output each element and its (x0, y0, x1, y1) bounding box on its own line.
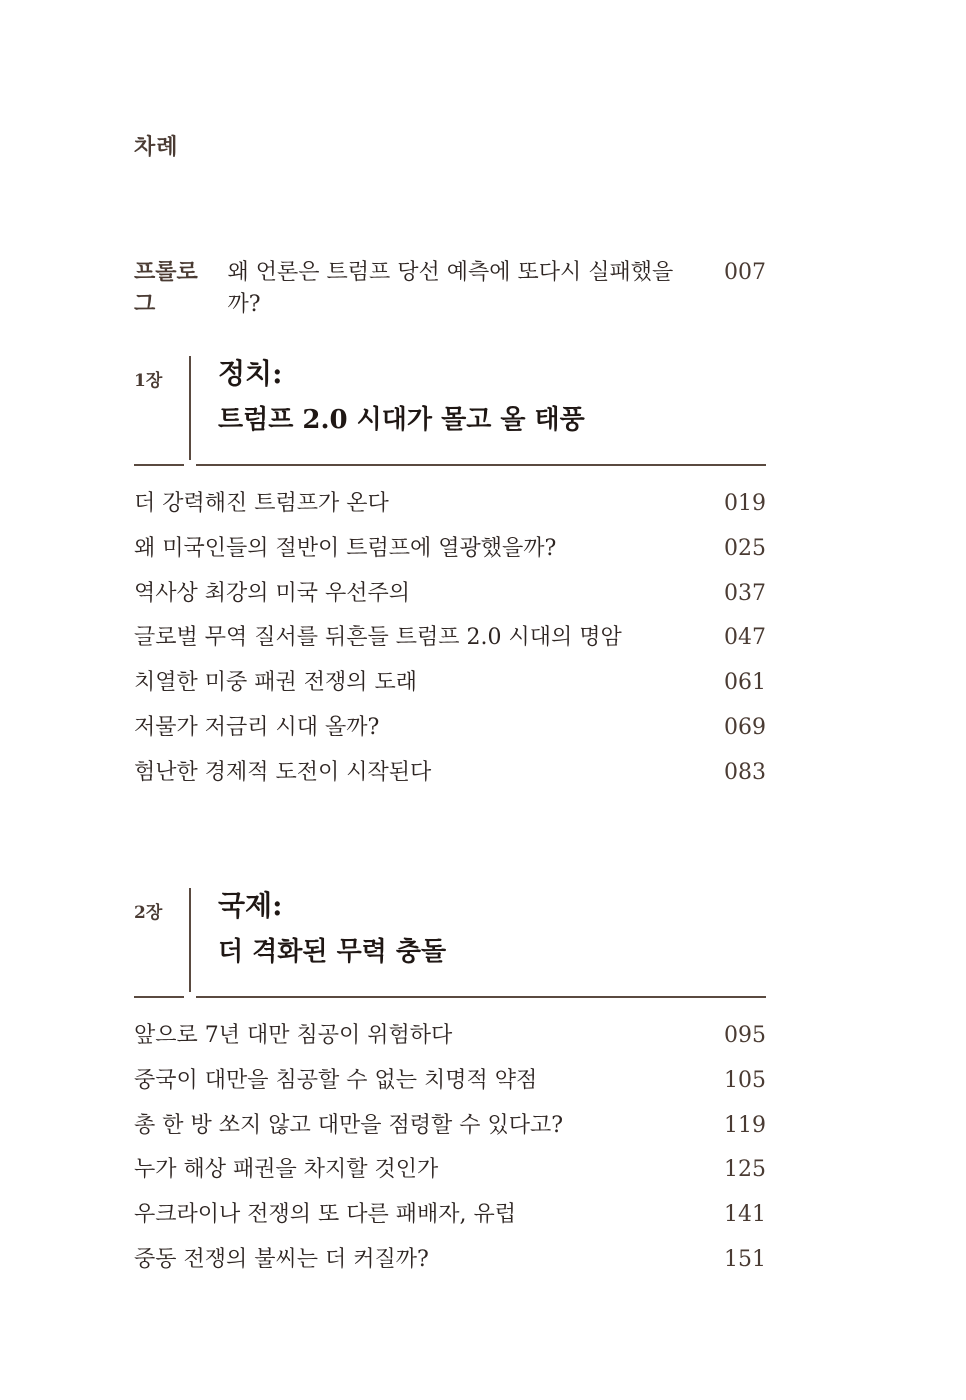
chapter-1-entry-list (134, 488, 766, 802)
chapter-title-main: 국제: (218, 889, 283, 922)
entry-page-number: 037 (724, 580, 766, 606)
entry-page-number: 047 (724, 625, 766, 651)
chapter-2-entry-list (134, 1020, 766, 1289)
chapter-number: 1장 (134, 371, 163, 391)
toc-entry[interactable] (134, 622, 766, 667)
toc-entry[interactable] (134, 757, 766, 802)
entry-title: 총 한 방 쏘지 않고 대만을 점령할 수 있다고? (134, 1112, 564, 1138)
entry-page-number: 151 (724, 1246, 766, 1272)
entry-title: 더 강력해진 트럼프가 온다 (134, 491, 389, 516)
chapter-divider-vertical (189, 356, 191, 460)
entry-page-number: 119 (724, 1112, 766, 1138)
entry-title: 왜 미국인들의 절반이 트럼프에 열광했을까? (134, 535, 557, 561)
entry-page-number: 095 (724, 1023, 766, 1048)
toc-entry[interactable] (134, 578, 766, 623)
toc-entry[interactable] (134, 488, 766, 533)
entry-title: 중국이 대만을 침공할 수 없는 치명적 약점 (134, 1067, 538, 1093)
entry-title: 누가 해상 패권을 차지할 것인가 (134, 1157, 439, 1183)
entry-title: 역사상 최강의 미국 우선주의 (134, 580, 411, 606)
entry-page-number: 141 (724, 1202, 766, 1228)
chapter-1-section (134, 356, 766, 785)
chapter-rule-left (134, 464, 184, 466)
entry-page-number: 105 (724, 1067, 766, 1093)
toc-entry[interactable] (134, 1065, 766, 1110)
entry-title: 앞으로 7년 대만 침공이 위험하다 (134, 1023, 453, 1048)
toc-entry[interactable] (134, 1020, 766, 1065)
entry-page-number: 125 (724, 1157, 766, 1183)
chapter-title-sub: 더 격화된 무력 충돌 (218, 937, 447, 967)
entry-title: 우크라이나 전쟁의 또 다른 패배자, 유럽 (134, 1202, 516, 1228)
chapter-rule-right (196, 464, 766, 466)
entry-page-number: 061 (724, 670, 766, 696)
page-title: 차례 (134, 134, 179, 160)
entry-page-number: 019 (724, 491, 766, 516)
entry-title: 저물가 저금리 시대 올까? (134, 714, 380, 740)
chapter-rule-left (134, 996, 184, 998)
chapter-rule-right (196, 996, 766, 998)
entry-title: 중동 전쟁의 불씨는 더 커질까? (134, 1246, 429, 1272)
prologue-title: 왜 언론은 트럼프 당선 예측에 또다시 실패했을까? (227, 260, 674, 317)
toc-entry[interactable] (134, 712, 766, 757)
entry-page-number: 083 (724, 759, 766, 785)
toc-entry[interactable] (134, 1154, 766, 1199)
prologue-label: 프롤로그 (134, 259, 198, 317)
toc-entry[interactable] (134, 1199, 766, 1244)
chapter-2-section (134, 888, 766, 1272)
entry-title: 글로벌 무역 질서를 뒤흔들 트럼프 2.0 시대의 명암 (134, 625, 622, 651)
chapter-header (134, 356, 766, 464)
toc-entry[interactable] (134, 667, 766, 712)
chapter-header (134, 888, 766, 996)
toc-entry[interactable] (134, 1244, 766, 1289)
chapter-number: 2장 (134, 903, 163, 923)
toc-entry[interactable] (134, 1110, 766, 1155)
chapter-divider-vertical (189, 888, 191, 992)
chapter-title-sub: 트럼프 2.0 시대가 몰고 올 태풍 (218, 405, 585, 435)
prologue-page-number: 007 (724, 260, 766, 285)
prologue-entry[interactable] (134, 256, 766, 321)
chapter-title-main: 정치: (218, 357, 283, 390)
entry-page-number: 069 (724, 714, 766, 740)
entry-page-number: 025 (724, 535, 766, 561)
entry-title: 험난한 경제적 도전이 시작된다 (134, 759, 432, 785)
entry-title: 치열한 미중 패권 전쟁의 도래 (134, 670, 417, 696)
toc-entry[interactable] (134, 533, 766, 578)
